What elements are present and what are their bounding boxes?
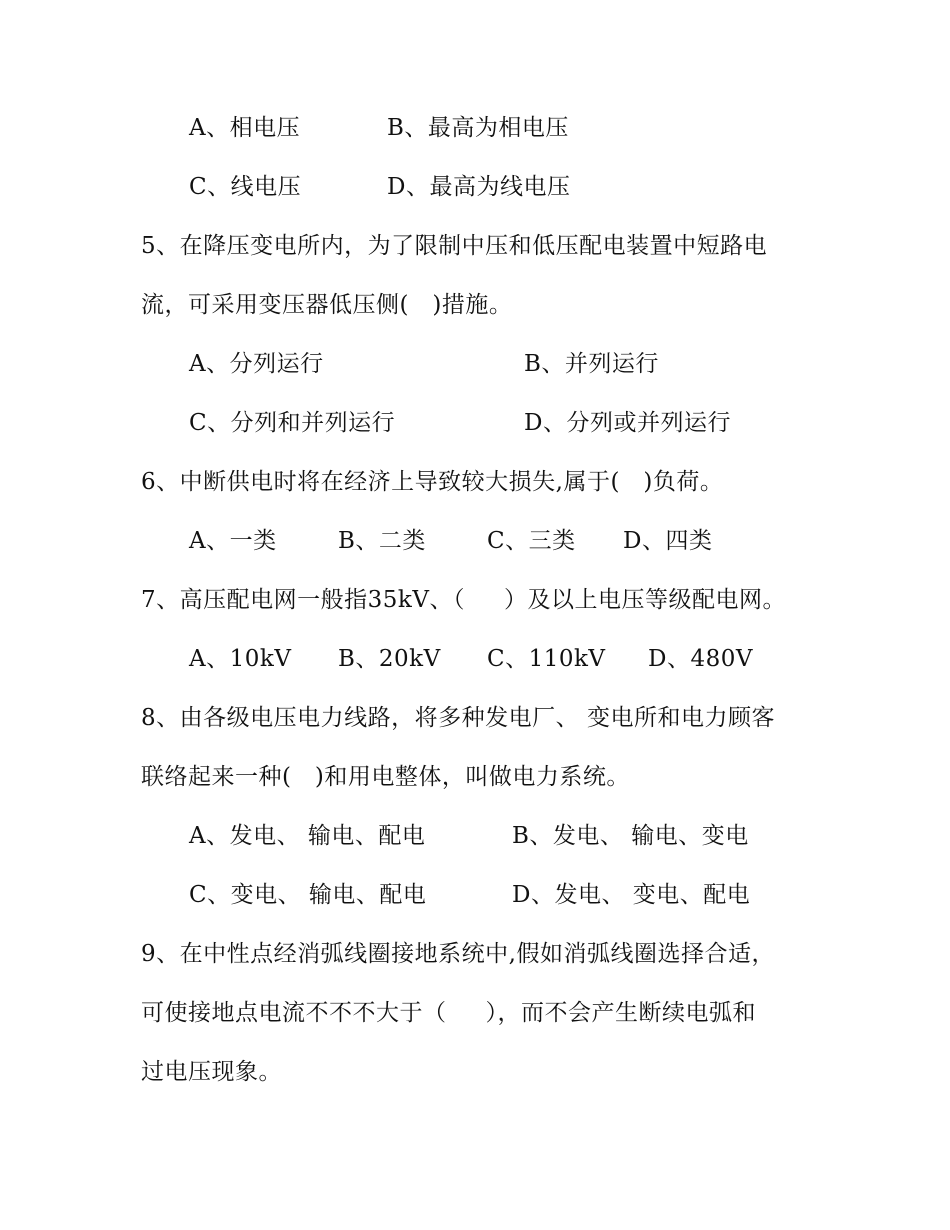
q5-option-c: C、分列和并列运行 [189,410,396,436]
q8-option-d: D、发电、 变电、配电 [512,882,751,908]
q5-stem-line2: 流，可采用变压器低压侧( )措施。 [141,292,513,318]
q5-option-d: D、分列或并列运行 [524,410,731,436]
q4-option-d: D、最高为线电压 [387,174,571,200]
q8-stem-line2: 联络起来一种( )和用电整体，叫做电力系统。 [141,764,630,790]
q9-stem-line2: 可使接地点电流不不不大于（ ），而不会产生断续电弧和 [141,1000,757,1026]
q5-option-b: B、并列运行 [524,351,659,377]
q6-stem: 6、中断供电时将在经济上导致较大损失,属于( )负荷。 [141,469,724,495]
q4-option-c: C、线电压 [189,174,302,200]
q4-option-a: A、相电压 [189,115,301,141]
q5-stem-line1: 5、在降压变电所内，为了限制中压和低压配电装置中短路电 [141,233,768,259]
q8-option-c: C、变电、 输电、配电 [189,882,427,908]
q7-option-a: A、10kV [189,646,292,672]
q8-option-b: B、发电、 输电、变电 [512,823,749,849]
q5-option-a: A、分列运行 [189,351,324,377]
q9-stem-line3: 过电压现象。 [141,1059,282,1085]
q9-stem-line1: 9、在中性点经消弧线圈接地系统中,假如消弧线圈选择合适， [141,941,775,967]
q7-option-b: B、20kV [338,646,441,672]
q7-option-d: D、480V [648,646,753,672]
q6-option-a: A、一类 [189,528,277,554]
q6-option-c: C、三类 [487,528,576,554]
q4-option-b: B、最高为相电压 [387,115,569,141]
q8-stem-line1: 8、由各级电压电力线路，将多种发电厂、 变电所和电力顾客 [141,705,775,731]
q7-option-c: C、110kV [487,646,606,672]
q8-option-a: A、发电、 输电、配电 [189,823,426,849]
q7-stem: 7、高压配电网一般指35kV、（ ）及以上电压等级配电网。 [141,587,787,613]
q6-option-d: D、四类 [623,528,713,554]
q6-option-b: B、二类 [338,528,426,554]
